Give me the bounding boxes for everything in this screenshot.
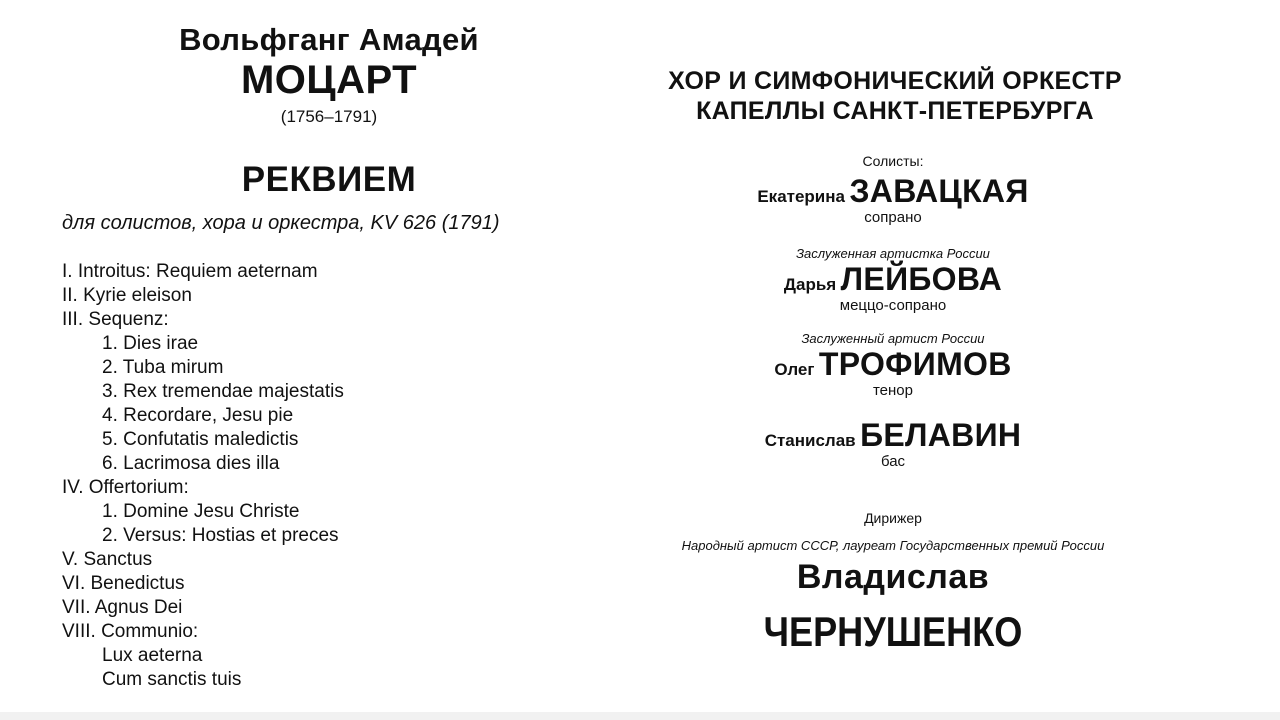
- soloist-first-name: Олег: [774, 360, 815, 379]
- movement-item: Cum sanctis tuis: [102, 669, 242, 690]
- movement-item: 5. Confutatis maledictis: [102, 429, 299, 450]
- movement-item: 2. Versus: Hostias et preces: [102, 525, 339, 546]
- bottom-divider: [0, 712, 1280, 720]
- soloist-voice: меццо-сопрано: [839, 297, 947, 314]
- soloist-first-name: Дарья: [783, 275, 837, 294]
- composer-first-name: Вольфганг Амадей: [179, 22, 479, 57]
- movement-item: 1. Dies irae: [102, 333, 199, 354]
- composer-years: (1756–1791): [280, 107, 378, 126]
- ensemble-line-2: КАПЕЛЛЫ САНКТ-ПЕТЕРБУРГА: [696, 97, 1094, 125]
- soloist-first-name: Екатерина: [757, 187, 845, 206]
- composer-surname: МОЦАРТ: [240, 58, 418, 102]
- soloist-name: [660, 347, 1126, 381]
- movement-item: VII. Agnus Dei: [62, 597, 183, 618]
- conductor-first-name: Владислав: [796, 558, 990, 596]
- movement-item: IV. Offertorium:: [62, 477, 189, 498]
- work-subtitle: для солистов, хора и оркестра, KV 626 (1791): [62, 212, 500, 234]
- soloist-name: [660, 262, 1126, 296]
- soloist-name: [660, 174, 1126, 208]
- soloist-tenor: [660, 331, 1126, 401]
- soloist-bass: [660, 418, 1126, 472]
- soloist-voice: бас: [880, 453, 906, 470]
- soloist-name: [660, 418, 1126, 452]
- conductor-honorary-title: Народный артист СССР, лауреат Государственных премий России: [681, 538, 1105, 553]
- soloist-mezzo: [660, 246, 1126, 316]
- ensemble-name: [585, 66, 1205, 126]
- movement-item: 3. Rex tremendae majestatis: [102, 381, 344, 402]
- movement-item: I. Introitus: Requiem aeternam: [62, 261, 318, 282]
- movement-list: [62, 260, 344, 692]
- soloists-label: Солисты:: [862, 153, 924, 169]
- movement-item: V. Sanctus: [62, 549, 153, 570]
- soloist-last-name: БЕЛАВИН: [860, 417, 1022, 453]
- movement-item: VI. Benedictus: [62, 573, 185, 594]
- soloist-soprano: [660, 174, 1126, 228]
- ensemble-line-1: ХОР И СИМФОНИЧЕСКИЙ ОРКЕСТР: [668, 67, 1122, 95]
- movement-item: 2. Tuba mirum: [102, 357, 224, 378]
- soloist-voice: тенор: [872, 382, 913, 399]
- movement-item: 4. Recordare, Jesu pie: [102, 405, 294, 426]
- work-title: РЕКВИЕМ: [241, 160, 417, 199]
- movement-item: Lux aeterna: [102, 645, 203, 666]
- soloist-last-name: ТРОФИМОВ: [818, 346, 1012, 382]
- movement-item: II. Kyrie eleison: [62, 285, 192, 306]
- soloist-honorary-title: Заслуженный артист России: [801, 331, 985, 346]
- movement-item: 1. Domine Jesu Christe: [102, 501, 300, 522]
- soloist-honorary-title: Заслуженная артистка России: [796, 246, 990, 261]
- movement-item: 6. Lacrimosa dies illa: [102, 453, 280, 474]
- soloist-first-name: Станислав: [764, 431, 856, 450]
- conductor-label: Дирижер: [864, 510, 922, 526]
- movement-item: VIII. Communio:: [62, 621, 199, 642]
- conductor-last-name: ЧЕРНУШЕНКО: [763, 608, 1023, 655]
- soloist-last-name: ЗАВАЦКАЯ: [849, 173, 1029, 209]
- soloist-voice: сопрано: [864, 209, 922, 226]
- movement-item: III. Sequenz:: [62, 309, 169, 330]
- soloist-last-name: ЛЕЙБОВА: [840, 261, 1003, 297]
